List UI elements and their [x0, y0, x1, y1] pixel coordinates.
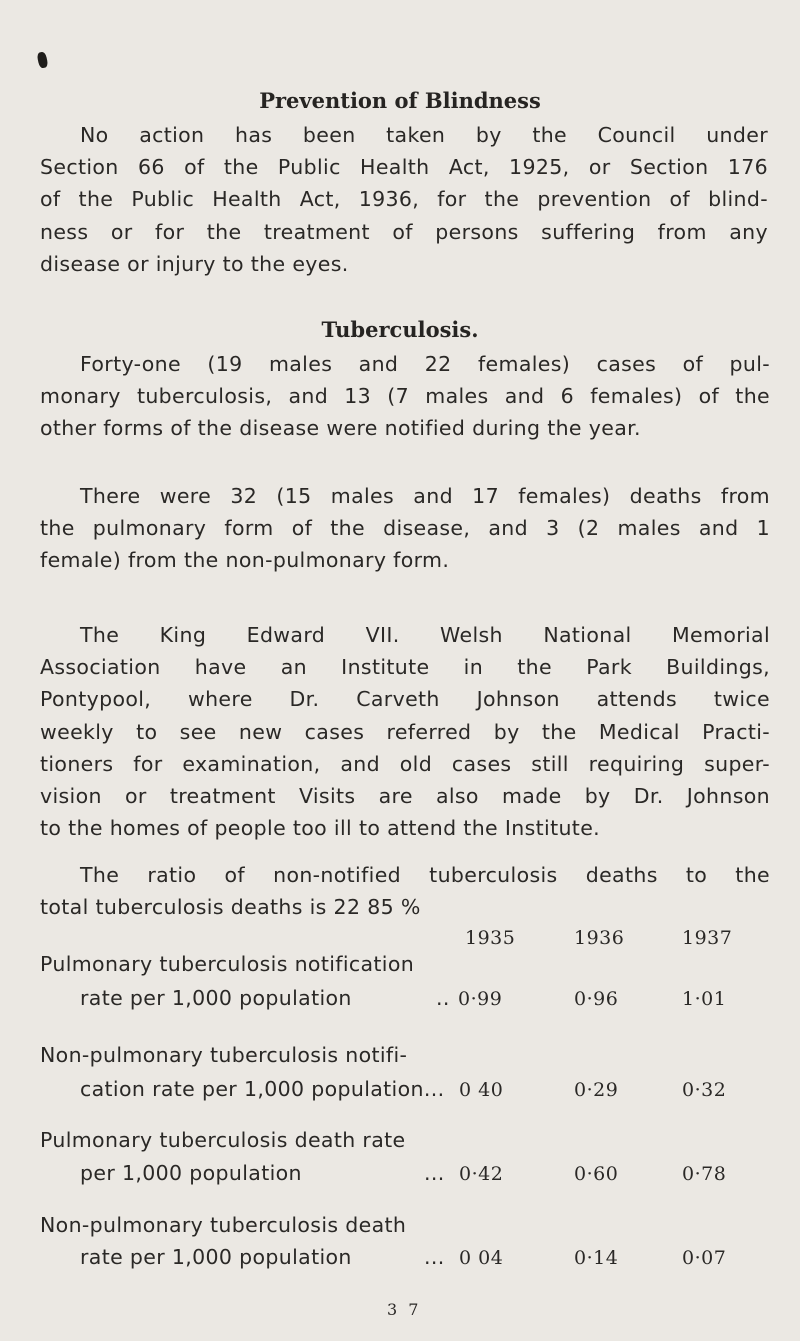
row-label-line1: Pulmonary tuberculosis notification	[40, 952, 415, 976]
text-line: The King Edward VII. Welsh National Memorial	[80, 623, 770, 647]
text-line: There were 32 (15 males and 17 females) deaths from	[80, 484, 770, 508]
text-line: The ratio of non-notified tuberculosis deaths to the	[80, 863, 770, 887]
value-cell: 0·99	[458, 988, 503, 1010]
value-cell: 0·96	[574, 988, 619, 1010]
row-label-line2: cation rate per 1,000 population...	[80, 1077, 445, 1101]
leader-dots: ...	[424, 1161, 445, 1185]
text-line: total tuberculosis deaths is 22 85 %	[40, 895, 421, 920]
text-line: monary tuberculosis, and 13 (7 males and 6 females) of the	[40, 384, 770, 409]
text-line: weekly to see new cases referred by the Medical Practi-	[40, 719, 770, 744]
leader-dots: ...	[424, 1245, 445, 1269]
text-line: ness or for the treatment of persons suffering from any	[40, 219, 768, 244]
section-heading-tuberculosis: Tuberculosis.	[321, 317, 479, 342]
row-label-line1: Non-pulmonary tuberculosis death	[40, 1213, 407, 1237]
text-line: Pontypool, where Dr. Carveth Johnson attends twice	[40, 687, 770, 712]
text-line: tioners for examination, and old cases still requiring super-	[40, 751, 770, 776]
leader-dots: ..	[436, 986, 450, 1010]
ink-mark	[36, 51, 48, 69]
value-cell: 0·32	[682, 1079, 727, 1101]
section-heading-blindness: Prevention of Blindness	[259, 88, 541, 113]
value-cell: 0·07	[682, 1247, 727, 1269]
year-header-1935: 1935	[465, 927, 516, 949]
row-label-line1: Non-pulmonary tuberculosis notifi-	[40, 1043, 408, 1067]
paragraph-institute	[40, 619, 770, 844]
value-cell: 0 04	[459, 1247, 504, 1269]
value-cell: 0·29	[574, 1079, 619, 1101]
text-line: vision or treatment Visits are also made by Dr. Johnson	[40, 784, 770, 809]
text-line: the pulmonary form of the disease, and 3 (2 males and 1	[40, 516, 770, 541]
paragraph-deaths	[40, 480, 770, 577]
value-cell: 0·60	[574, 1163, 619, 1185]
row-label-line2: per 1,000 population	[80, 1161, 302, 1185]
text-line: No action has been taken by the Council under	[80, 123, 768, 147]
text-line: to the homes of people too ill to attend the Institute.	[40, 816, 601, 841]
paragraph-notifications	[40, 348, 770, 445]
text-line: disease or injury to the eyes.	[40, 251, 349, 276]
value-cell: 0·78	[682, 1163, 727, 1185]
value-cell: 0·14	[574, 1247, 619, 1269]
text-line: other forms of the disease were notified during the year.	[40, 416, 641, 441]
page-number: 3 7	[387, 1300, 422, 1319]
text-line: Section 66 of the Public Health Act, 1925, or Section 176	[40, 155, 768, 180]
row-label-line2: rate per 1,000 population	[80, 986, 352, 1010]
value-cell: 0·42	[459, 1163, 504, 1185]
value-cell: 1·01	[682, 988, 727, 1010]
text-line: female) from the non-pulmonary form.	[40, 548, 450, 573]
paragraph-blindness	[40, 119, 768, 280]
row-label-line1: Pulmonary tuberculosis death rate	[40, 1128, 406, 1152]
rates-table	[40, 895, 780, 1295]
row-label-line2: rate per 1,000 population	[80, 1245, 352, 1269]
text-line: Forty-one (19 males and 22 females) cases of pul-	[80, 352, 770, 376]
value-cell: 0 40	[459, 1079, 504, 1101]
text-line: Association have an Institute in the Park Buildings,	[40, 655, 770, 680]
text-line: of the Public Health Act, 1936, for the prevention of blind-	[40, 187, 768, 212]
year-header-1936: 1936	[574, 927, 625, 949]
year-header-1937: 1937	[682, 927, 733, 949]
